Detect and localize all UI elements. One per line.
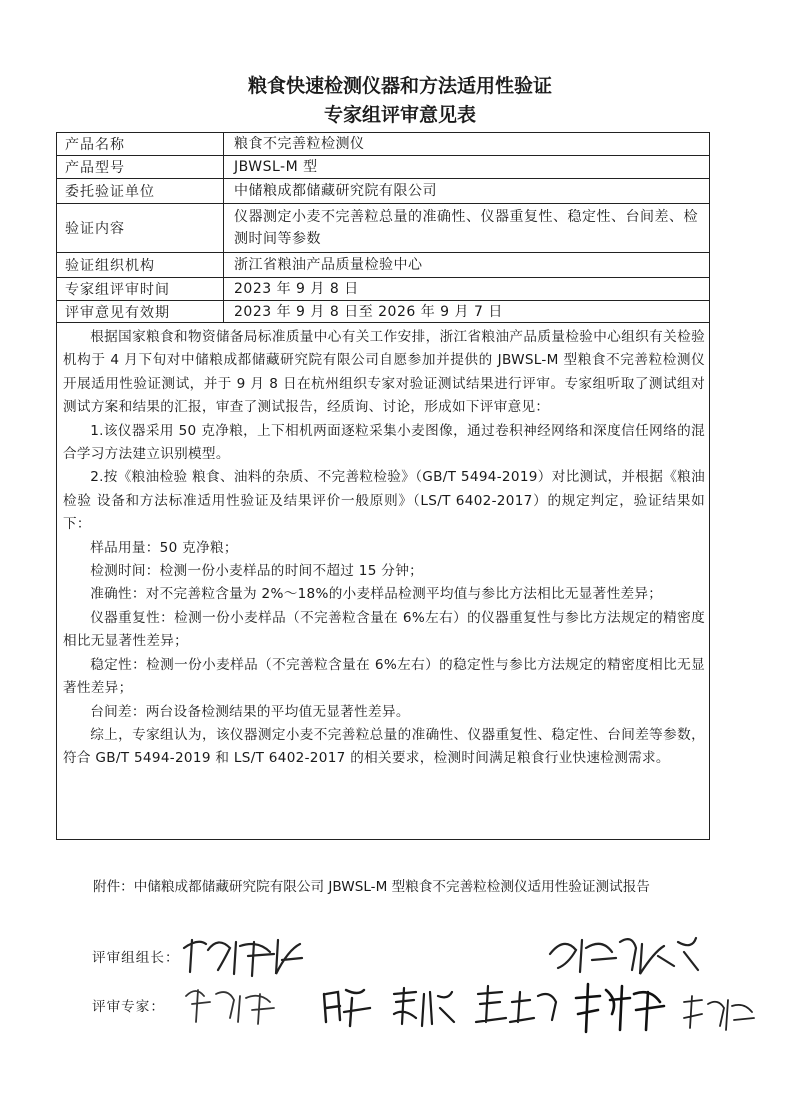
annex-label: 附件： xyxy=(93,879,134,895)
annex-text: 中储粮成都储藏研究院有限公司 JBWSL-M 型粮食不完善粒检测仪适用性验证测试报告 xyxy=(133,879,650,895)
experts-label: 评审专家： xyxy=(92,999,165,1015)
field-row-organization xyxy=(57,253,709,278)
field-row-review-date xyxy=(57,278,709,301)
opinion-paragraph: 样品用量：50 克净粮； xyxy=(90,539,238,556)
field-label: 产品型号 xyxy=(57,156,224,178)
review-opinion-body xyxy=(57,323,709,771)
field-value: 仪器测定小麦不完善粒总量的准确性、仪器重复性、稳定性、台间差、检测时间等参数 xyxy=(234,209,698,247)
field-value: 中储粮成都储藏研究院有限公司 xyxy=(234,183,437,199)
opinion-paragraph: 根据国家粮食和物资储备局标准质量中心有关工作安排，浙江省粮油产品质量检验中心组织有关检验机构于 4 月下旬对中储粮成都储藏研究院有限公司自愿参加并提供的 JBWSL-M 型粮食不完善粒检测仪开展适用性验证测试，并于 9 月 8 日在杭州组织专家对验证测试结果进行评审。专家组听取了测试组对测试方案和结果的汇报，审查了测试报告，经质询、讨论，形成如下评审意见： xyxy=(63,329,705,416)
signature-expert-3 xyxy=(390,984,460,1030)
signature-expert-5 xyxy=(572,980,672,1036)
signature-expert-4 xyxy=(472,982,562,1030)
field-label: 验证组织机构 xyxy=(57,253,224,277)
field-value: 2023 年 9 月 8 日 xyxy=(234,281,359,297)
field-label: 产品名称 xyxy=(57,133,224,155)
field-row-content xyxy=(57,204,709,253)
leader-label: 评审组组长： xyxy=(92,950,180,966)
opinion-paragraph: 检测时间：检测一份小麦样品的时间不超过 15 分钟； xyxy=(90,563,423,580)
field-label: 评审意见有效期 xyxy=(57,301,224,322)
field-value: JBWSL-M 型 xyxy=(234,159,318,175)
field-label: 验证内容 xyxy=(57,204,224,252)
signature-expert-6 xyxy=(680,992,760,1036)
document-title: 粮食快速检测仪器和方法适用性验证 xyxy=(247,75,552,97)
opinion-paragraph: 稳定性：检测一份小麦样品（不完善粒含量在 6%左右）的稳定性与参比方法规定的精密度相比无显著性差异； xyxy=(63,656,705,697)
field-row-client xyxy=(57,179,709,204)
document-subtitle: 专家组评审意见表 xyxy=(323,104,476,126)
field-label: 委托验证单位 xyxy=(57,179,224,203)
field-row-validity xyxy=(57,301,709,323)
opinion-paragraph: 2.按《粮油检验 粮食、油料的杂质、不完善粒检验》（GB/T 5494-2019）对比测试，并根据《粮油检验 设备和方法标准适用性验证及结果评价一般原则》（LS/T 6402-2017）的规定判定，验证结果如下： xyxy=(63,469,705,533)
signature-expert-1 xyxy=(180,982,290,1028)
field-label: 专家组评审时间 xyxy=(57,278,224,300)
opinion-paragraph: 台间差：两台设备检测结果的平均值无显著性差异。 xyxy=(90,703,410,720)
signature-expert-2 xyxy=(318,982,378,1030)
field-row-product-name xyxy=(57,133,709,156)
opinion-paragraph: 综上，专家组认为，该仪器测定小麦不完善粒总量的准确性、仪器重复性、稳定性、台间差等参数，符合 GB/T 5494-2019 和 LS/T 6402-2017 的相关要求，检测时间满足粮食行业快速检测需求。 xyxy=(63,726,705,767)
opinion-paragraph: 1.该仪器采用 50 克净粮，上下相机两面逐粒采集小麦图像，通过卷积神经网络和深度信任网络的混合学习方法建立识别模型。 xyxy=(63,422,705,463)
signature-cosigner xyxy=(546,930,706,978)
signature-leader xyxy=(178,930,308,980)
opinion-paragraph: 仪器重复性：检测一份小麦样品（不完善粒含量在 6%左右）的仪器重复性与参比方法规定的精密度相比无显著性差异； xyxy=(63,609,705,650)
annex xyxy=(93,876,723,899)
opinion-paragraph: 准确性：对不完善粒含量为 2%～18%的小麦样品检测平均值与参比方法相比无显著性差异； xyxy=(90,586,663,603)
field-row-product-model xyxy=(57,156,709,179)
review-form-table xyxy=(56,132,710,840)
field-value: 粮食不完善粒检测仪 xyxy=(234,136,365,152)
field-value: 浙江省粮油产品质量检验中心 xyxy=(234,257,423,273)
field-value: 2023 年 9 月 8 日至 2026 年 9 月 7 日 xyxy=(234,303,503,320)
